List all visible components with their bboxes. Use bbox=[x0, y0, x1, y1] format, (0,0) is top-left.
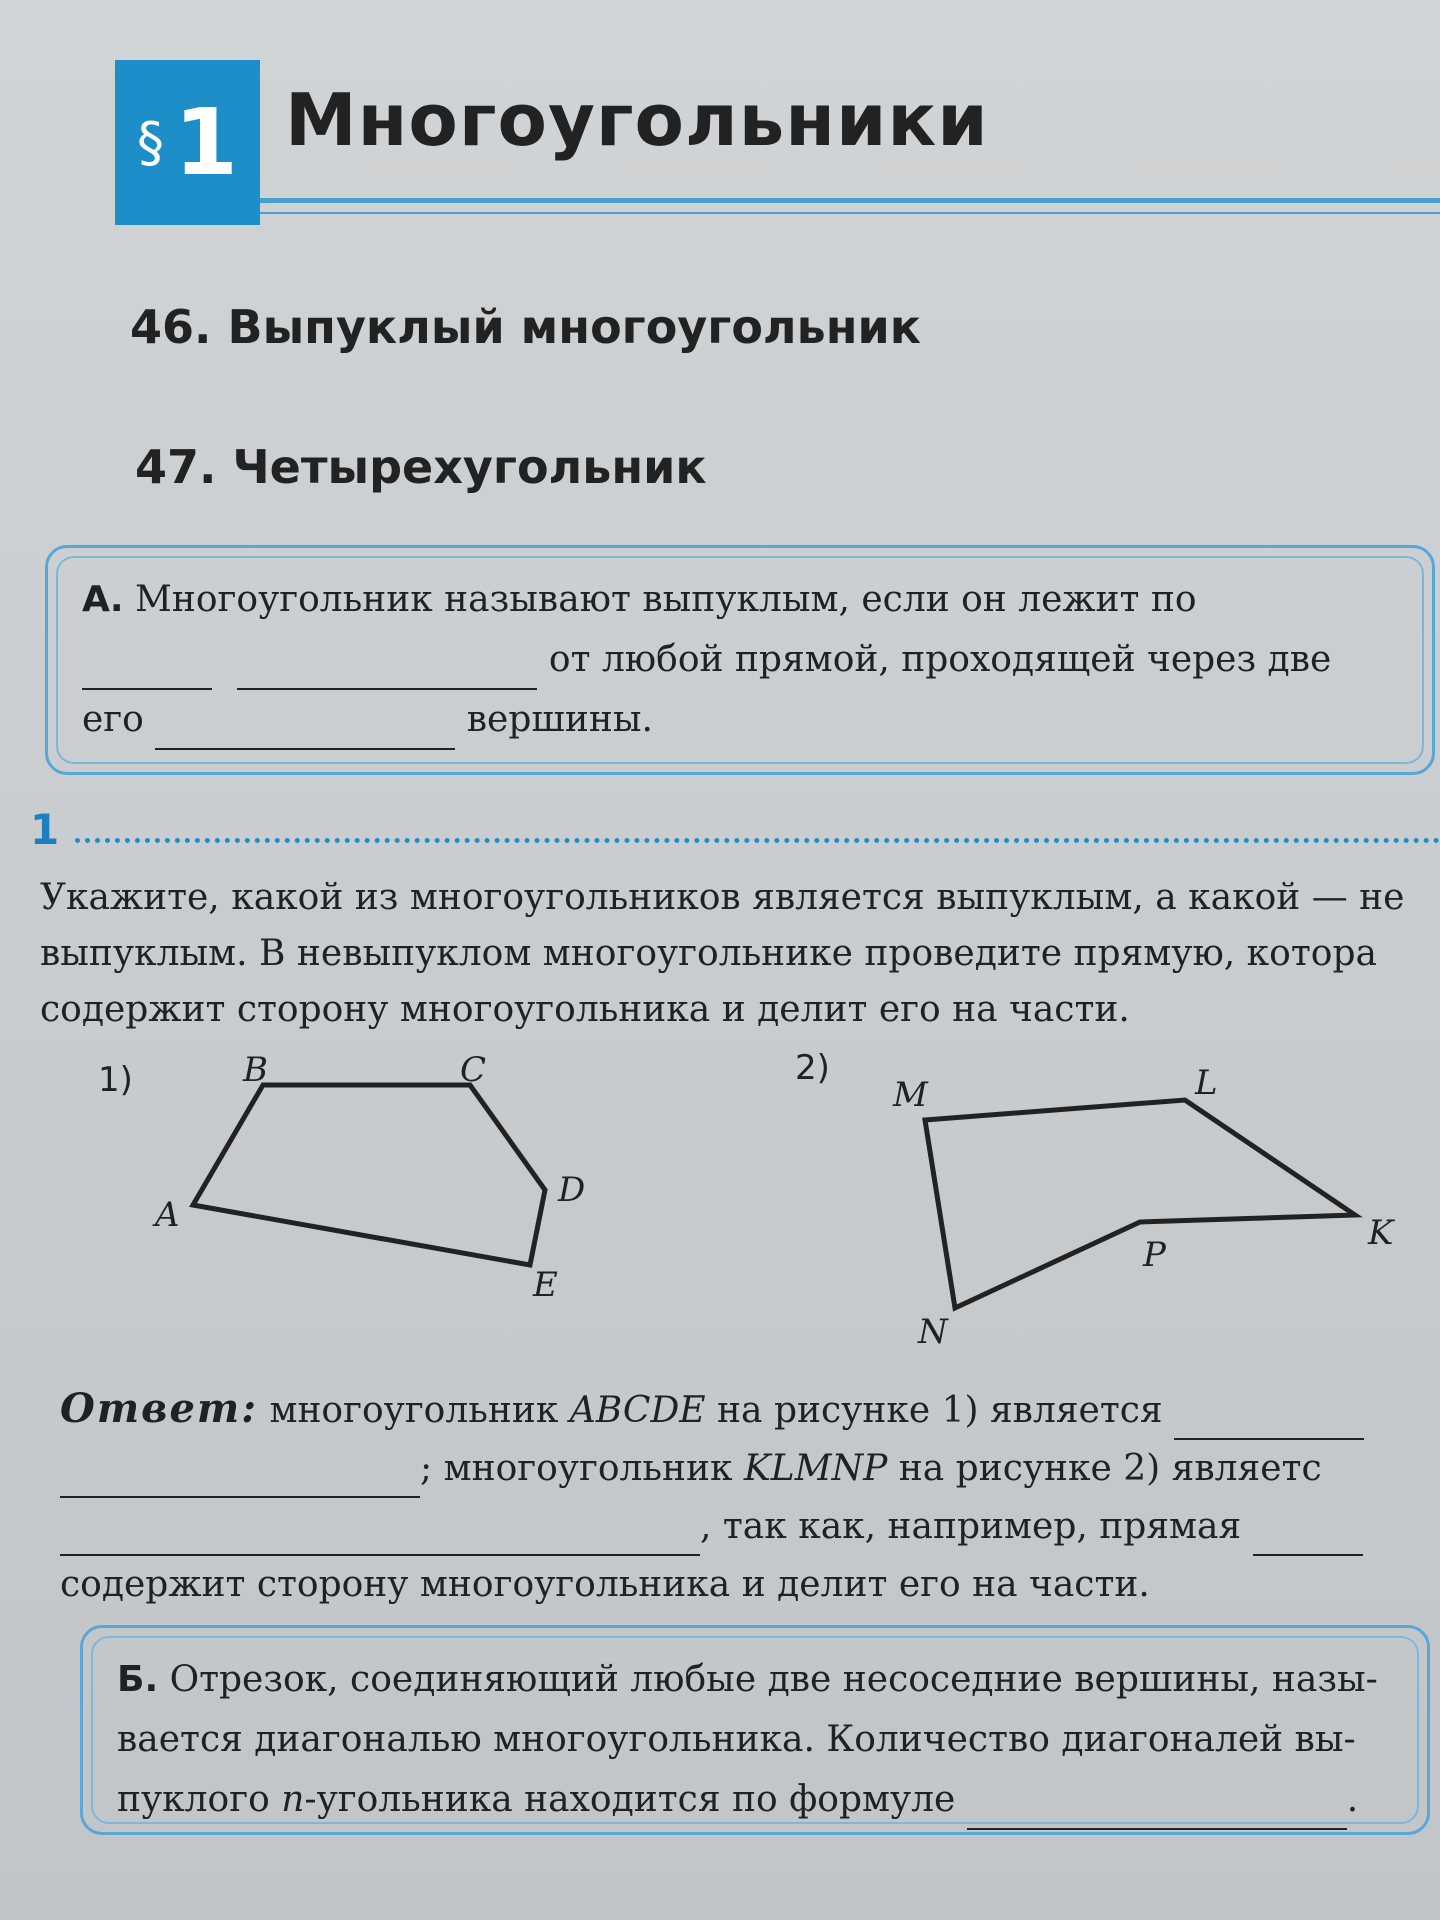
box-b-line3-post: -угольника находится по формуле bbox=[304, 1779, 956, 1820]
answer-label: Ответ: bbox=[60, 1385, 258, 1432]
answer-line-1 bbox=[60, 1380, 1440, 1440]
topic-47-heading: 47. Четырехугольник bbox=[135, 440, 707, 494]
answer-line1-text: многоугольник bbox=[269, 1390, 559, 1431]
box-b-line3-end: . bbox=[1346, 1779, 1359, 1820]
vertex-label-c: C bbox=[460, 1050, 487, 1090]
box-b-line3-pre: пуклого bbox=[117, 1779, 270, 1820]
box-b-line2: вается диагональю многоугольника. Количество диагоналей вы- bbox=[117, 1719, 1356, 1760]
vertex-label-n: N bbox=[918, 1312, 948, 1352]
answer-line1-rest: на рисунке 1) является bbox=[717, 1390, 1163, 1431]
task-number: 1 bbox=[30, 805, 60, 854]
definition-box-b bbox=[80, 1625, 1430, 1835]
answer-poly-abcde: ABCDE bbox=[569, 1390, 706, 1431]
answer-line2-text: ; многоугольник bbox=[420, 1448, 733, 1489]
box-a-line3-end: вершины. bbox=[466, 699, 653, 740]
task-line-2: выпуклым. В невыпуклом многоугольнике проведите прямую, котора bbox=[40, 933, 1377, 974]
section-sign: § bbox=[136, 111, 164, 174]
answer-blank-4[interactable] bbox=[1253, 1514, 1363, 1556]
figure-2-label: 2) bbox=[795, 1048, 830, 1088]
box-a-line3-start: его bbox=[82, 699, 144, 740]
polygon-klmnp bbox=[925, 1100, 1355, 1308]
topic-46-heading: 46. Выпуклый многоугольник bbox=[130, 300, 921, 354]
answer-line-4: содержит сторону многоугольника и делит его на части. bbox=[60, 1564, 1150, 1605]
answer-blank-b[interactable] bbox=[967, 1788, 1347, 1830]
task-line-3: содержит сторону многоугольника и делит его на части. bbox=[40, 989, 1130, 1030]
vertex-label-k: K bbox=[1368, 1213, 1394, 1253]
box-b-n-variable: n bbox=[281, 1779, 305, 1820]
task-line-1: Укажите, какой из многоугольников является выпуклым, а какой — не bbox=[40, 877, 1405, 918]
vertex-label-p: P bbox=[1143, 1235, 1166, 1275]
answer-line2-rest: на рисунке 2) являетс bbox=[898, 1448, 1322, 1489]
vertex-label-b: B bbox=[243, 1050, 268, 1090]
answer-section bbox=[60, 1380, 1440, 1614]
vertex-label-l: L bbox=[1195, 1063, 1218, 1103]
vertex-label-d: D bbox=[558, 1170, 586, 1210]
box-a-lead: А. bbox=[82, 579, 124, 620]
box-a-line1: Многоугольник называют выпуклым, если он лежит по bbox=[135, 579, 1197, 620]
box-b-line1: Отрезок, соединяющий любые две несоседние вершины, назы- bbox=[169, 1659, 1378, 1700]
box-b-lead: Б. bbox=[117, 1659, 159, 1700]
answer-blank-2[interactable] bbox=[60, 1456, 420, 1498]
answer-blank-1[interactable] bbox=[1174, 1398, 1364, 1440]
section-number: 1 bbox=[173, 89, 238, 196]
figure-1-label: 1) bbox=[98, 1060, 133, 1100]
vertex-label-m: M bbox=[893, 1075, 928, 1115]
answer-line-2 bbox=[60, 1440, 1440, 1498]
chapter-title: Многоугольники bbox=[285, 78, 989, 162]
answer-line3-text: , так как, например, прямая bbox=[700, 1506, 1242, 1547]
box-a-line2-end: от любой прямой, проходящей через две bbox=[548, 639, 1332, 680]
answer-blank-3[interactable] bbox=[60, 1514, 700, 1556]
answer-poly-klmnp: KLMNP bbox=[743, 1448, 888, 1489]
vertex-label-e: E bbox=[533, 1265, 558, 1305]
answer-line-3 bbox=[60, 1498, 1440, 1556]
vertex-label-a: A bbox=[155, 1195, 180, 1235]
polygon-abcde bbox=[193, 1085, 545, 1265]
